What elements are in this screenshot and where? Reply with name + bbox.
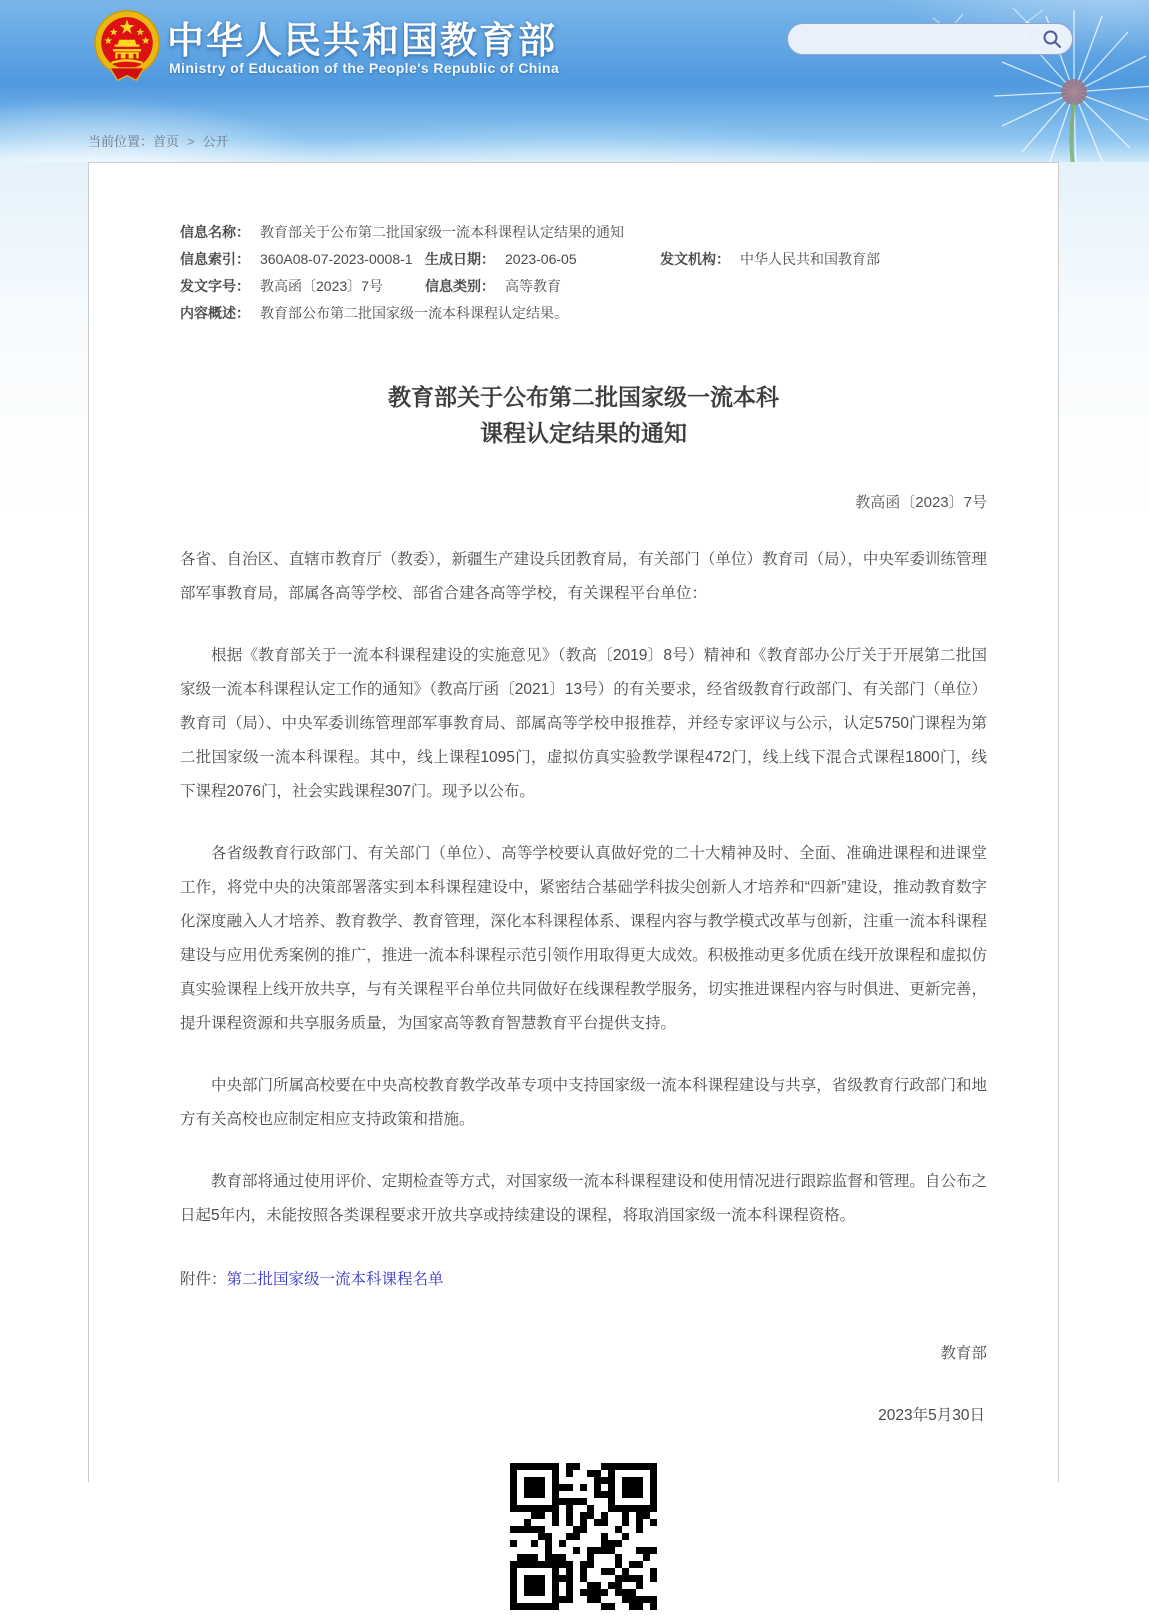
meta-name-value: 教育部关于公布第二批国家级一流本科课程认定结果的通知	[260, 224, 624, 240]
header	[0, 0, 1149, 162]
document-title	[180, 379, 987, 451]
meta-name-label: 信息名称：	[180, 224, 250, 240]
meta-row-index	[180, 246, 987, 273]
search-box	[787, 23, 1073, 55]
paragraph: 中央部门所属高校要在中央高校教育教学改革专项中支持国家级一流本科课程建设与共享，省级教育行政部门和地方有关高校也应制定相应支持政策和措施。	[180, 1077, 987, 1128]
attachment-label: 附件：	[180, 1271, 227, 1288]
meta-docnum-value: 教高函〔2023〕7号	[260, 278, 383, 294]
paragraph: 各省、自治区、直辖市教育厅（教委），新疆生产建设兵团教育局，有关部门（单位）教育司（局），中央军委训练管理部军事教育局，部属各高等学校、部省合建各高等学校，有关课程平台单位：	[180, 551, 987, 602]
meta-agency-value: 中华人民共和国教育部	[740, 251, 880, 267]
qr-code	[180, 1463, 987, 1615]
meta-category-value: 高等教育	[505, 278, 561, 294]
breadcrumb-separator: >	[187, 134, 195, 149]
paragraph: 根据《教育部关于一流本科课程建设的实施意见》（教高〔2019〕8号）精神和《教育部办公厅关于开展第二批国家级一流本科课程认定工作的通知》（教高厅函〔2021〕13号）的有关要求，经省级教育行政部门、有关部门（单位）教育司（局）、中央军委训练管理部军事教育局、部属高等学校申报推荐，并经专家评议与公示，认定5750门课程为第二批国家级一流本科课程。其中，线上课程1095门，虚拟仿真实验教学课程472门，线上线下混合式课程1800门，线下课程2076门，社会实践课程307门。现予以公布。	[180, 647, 987, 800]
meta-docnum-label: 发文字号：	[180, 278, 250, 294]
meta-row-summary	[180, 300, 987, 327]
search-button[interactable]	[1042, 29, 1072, 49]
site-title: 中华人民共和国教育部	[167, 20, 557, 61]
attachment-line	[180, 1263, 987, 1297]
paragraph: 教育部将通过使用评价、定期检查等方式，对国家级一流本科课程建设和使用情况进行跟踪监督和管理。自公布之日起5年内，未能按照各类课程要求开放共享或持续建设的课程，将取消国家级一流本科课程资格。	[180, 1173, 987, 1224]
attachment-link[interactable]: 第二批国家级一流本科课程名单	[226, 1271, 444, 1288]
document-title-line2: 课程认定结果的通知	[480, 420, 687, 446]
document-metadata	[180, 219, 987, 327]
document-panel	[88, 162, 1059, 1482]
meta-agency-label: 发文机构：	[660, 251, 730, 267]
meta-date-value: 2023-06-05	[505, 251, 577, 267]
breadcrumb-link-home[interactable]: 首页	[153, 134, 180, 149]
meta-index-label: 信息索引：	[180, 251, 250, 267]
meta-date-label: 生成日期：	[425, 251, 495, 267]
meta-summary-label: 内容概述：	[180, 305, 250, 321]
site-subtitle: Ministry of Education of the People's Republic of China	[169, 60, 560, 76]
document-body	[180, 543, 987, 1233]
meta-row-docnum	[180, 273, 987, 300]
breadcrumb-link-open[interactable]: 公开	[202, 134, 229, 149]
national-emblem-icon	[88, 6, 166, 86]
signature: 教育部	[940, 1345, 987, 1362]
search-icon	[1042, 29, 1062, 49]
meta-row-name	[180, 219, 987, 246]
document-number: 教高函〔2023〕7号	[855, 494, 987, 511]
document-title-line1: 教育部关于公布第二批国家级一流本科	[388, 384, 779, 410]
paragraph: 各省级教育行政部门、有关部门（单位）、高等学校要认真做好党的二十大精神及时、全面、准确进课程和进课堂工作，将党中央的决策部署落实到本科课程建设中，紧密结合基础学科拔尖创新人才培养和“四新”建设，推动教育数字化深度融入人才培养、教育教学、教育管理，深化本科课程体系、课程内容与教学模式改革与创新，注重一流本科课程建设与应用优秀案例的推广，推进一流本科课程示范引领作用取得更大成效。积极推动更多优质在线开放课程和虚拟仿真实验课程上线开放共享，与有关课程平台单位共同做好在线课程教学服务，切实推进课程内容与时俱进、更新完善，提升课程资源和共享服务质量，为国家高等教育智慧教育平台提供支持。	[180, 845, 987, 1032]
signature-date: 2023年5月30日	[878, 1407, 985, 1424]
search-input[interactable]	[788, 26, 1042, 52]
meta-category-label: 信息类别：	[425, 278, 495, 294]
breadcrumb-label: 当前位置：	[88, 134, 154, 149]
breadcrumb	[88, 131, 229, 150]
meta-index-value: 360A08-07-2023-0008-1	[260, 251, 413, 267]
meta-summary-value: 教育部公布第二批国家级一流本科课程认定结果。	[260, 305, 568, 321]
